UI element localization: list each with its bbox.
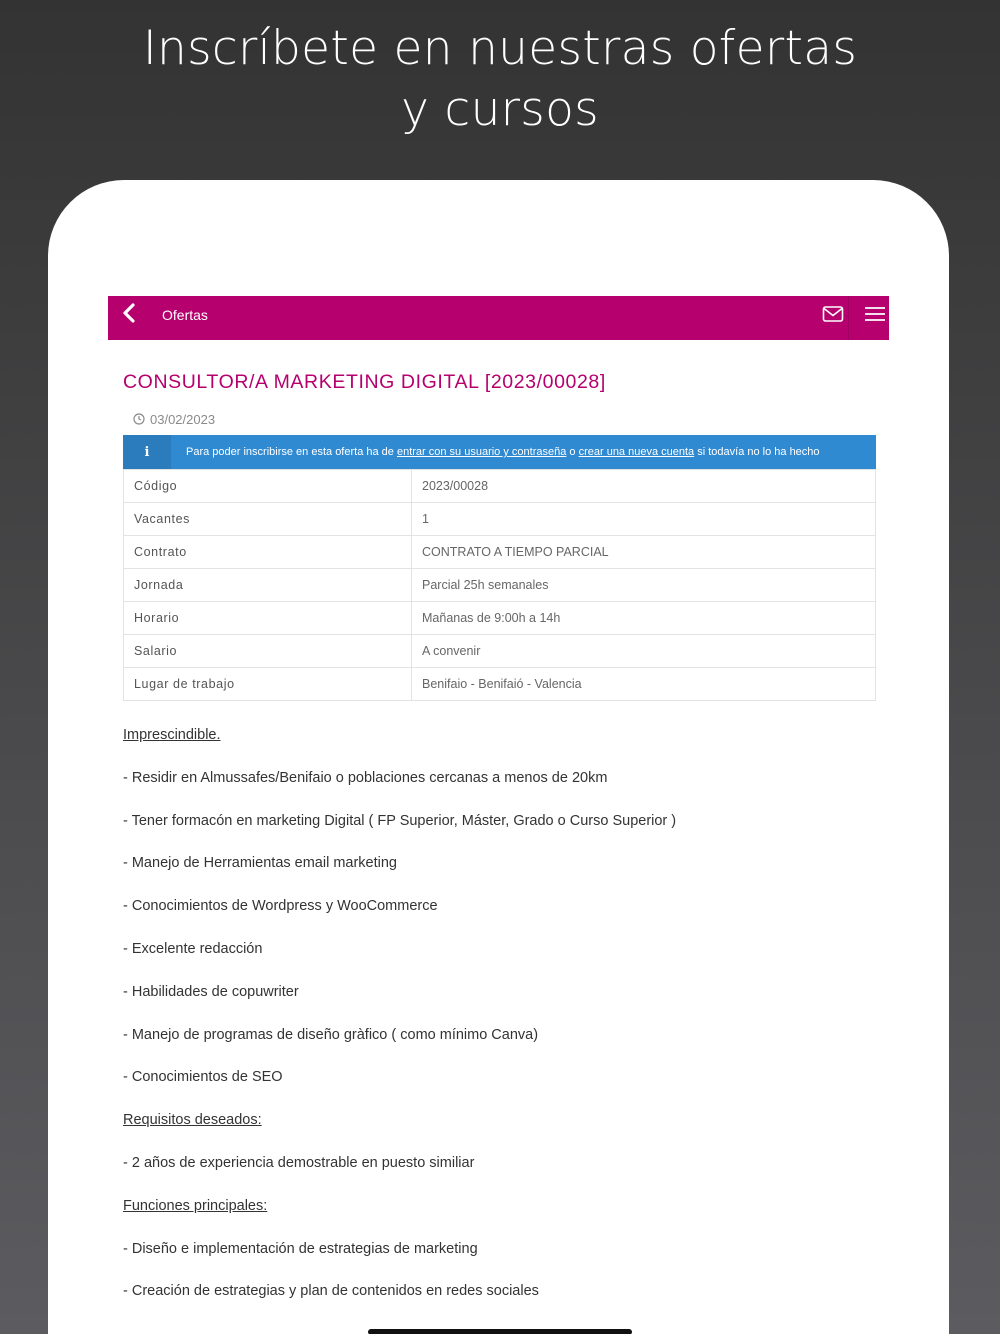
section-heading-required: Imprescindible. — [123, 727, 221, 743]
detail-label: Jornada — [124, 569, 412, 602]
detail-value: CONTRATO A TIEMPO PARCIAL — [412, 536, 876, 569]
detail-value: 1 — [412, 503, 876, 536]
list-item: - Creación de estrategias y plan de contenidos en redes sociales — [123, 1283, 539, 1300]
offer-description — [123, 726, 876, 1300]
info-icon: i — [123, 435, 171, 469]
device-frame — [48, 180, 949, 1334]
login-link[interactable]: entrar con su usuario y contraseña — [396, 446, 567, 458]
table-row — [124, 602, 876, 635]
detail-value: Mañanas de 9:00h a 14h — [412, 602, 876, 635]
login-alert — [123, 435, 876, 469]
chevron-left-icon[interactable] — [120, 302, 138, 324]
detail-label: Salario — [124, 635, 412, 668]
detail-value: A convenir — [412, 635, 876, 668]
section-heading-functions: Funciones principales: — [123, 1197, 268, 1214]
detail-label: Horario — [124, 602, 412, 635]
list-item: - Habilidades de copuwriter — [123, 983, 299, 1000]
detail-label: Código — [124, 470, 412, 503]
detail-label: Lugar de trabajo — [124, 668, 412, 701]
list-item: - Manejo de programas de diseño gràfico ( como mínimo Canva) — [123, 1026, 539, 1043]
nav-title: Ofertas — [162, 307, 208, 323]
list-item: - Excelente redacción — [123, 940, 263, 957]
list-item: - Residir en Almussafes/Benifaio o poblaciones cercanas a menos de 20km — [123, 769, 608, 786]
table-row — [124, 470, 876, 503]
detail-label: Contrato — [124, 536, 412, 569]
offer-title: CONSULTOR/A MARKETING DIGITAL [2023/00028] — [123, 371, 606, 393]
clock-icon — [133, 413, 145, 425]
section-heading-desired: Requisitos deseados: — [123, 1112, 262, 1129]
alert-text-after: si todavía no lo ha hecho — [694, 446, 820, 458]
promo-headline — [0, 18, 1000, 140]
offer-content — [123, 370, 876, 1325]
promo-line-1: Inscríbete en nuestras ofertas — [142, 21, 858, 76]
offer-date-text: 03/02/2023 — [150, 411, 216, 427]
table-row — [124, 503, 876, 536]
alert-text-middle: o — [566, 446, 579, 458]
hamburger-menu-icon[interactable] — [864, 305, 886, 323]
promo-line-2: y cursos — [401, 82, 599, 137]
offer-date — [123, 411, 876, 427]
detail-value: Parcial 25h semanales — [412, 569, 876, 602]
nav-divider — [848, 296, 849, 340]
table-row — [124, 668, 876, 701]
home-indicator — [368, 1329, 632, 1334]
top-navbar — [108, 296, 889, 340]
detail-value: Benifaio - Benifaió - Valencia — [412, 668, 876, 701]
table-row — [124, 536, 876, 569]
list-item: - Conocimientos de Wordpress y WooCommerce — [123, 898, 438, 915]
envelope-icon[interactable] — [822, 305, 844, 323]
offer-details-table — [123, 469, 876, 701]
list-item: - 2 años de experiencia demostrable en puesto similiar — [123, 1154, 475, 1171]
detail-label: Vacantes — [124, 503, 412, 536]
table-row — [124, 635, 876, 668]
alert-message — [186, 446, 820, 458]
list-item: - Manejo de Herramientas email marketing — [123, 855, 397, 872]
list-item: - Diseño e implementación de estrategias de marketing — [123, 1240, 478, 1257]
table-row — [124, 569, 876, 602]
list-item: - Tener formacón en marketing Digital ( FP Superior, Máster, Grado o Curso Superior ) — [123, 812, 677, 829]
register-link[interactable]: crear una nueva cuenta — [578, 446, 695, 458]
alert-text-before: Para poder inscribirse en esta oferta ha de — [186, 446, 397, 458]
list-item: - Conocimientos de SEO — [123, 1069, 283, 1086]
detail-value: 2023/00028 — [412, 470, 876, 503]
